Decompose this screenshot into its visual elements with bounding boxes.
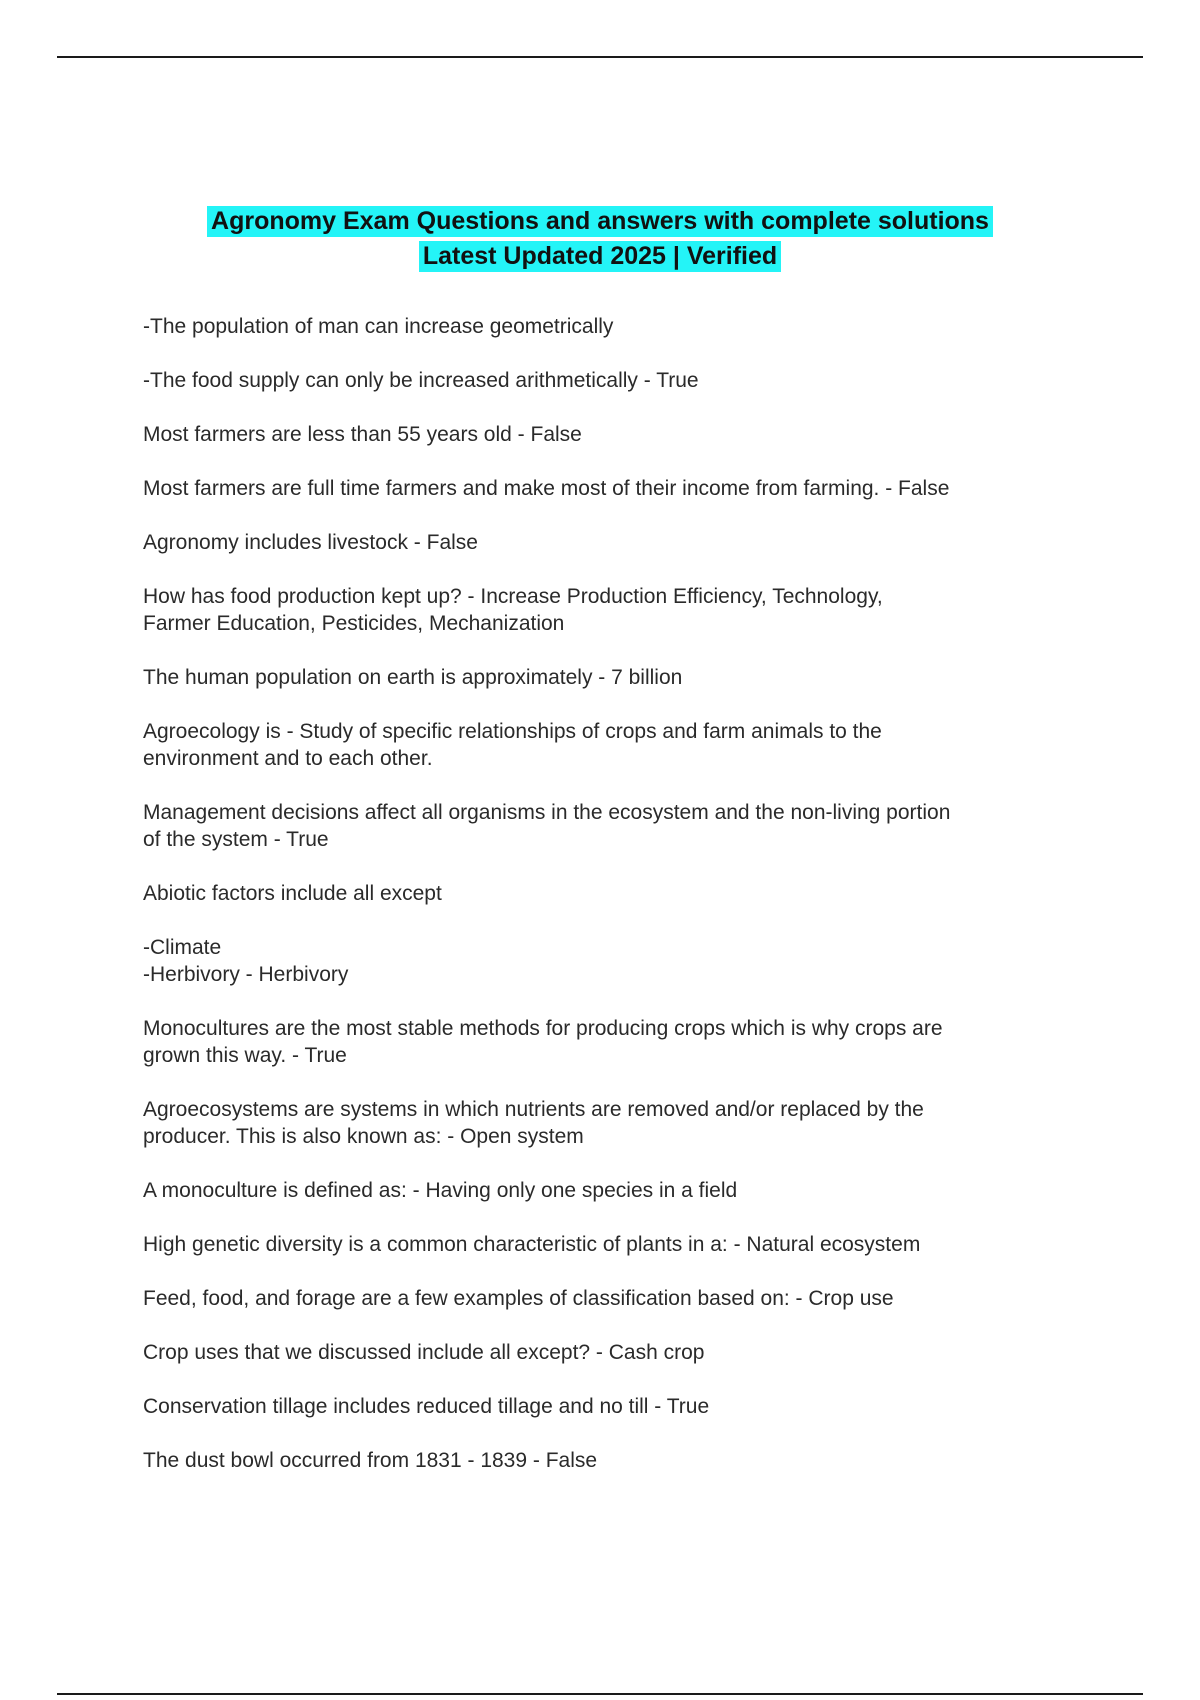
title-line-2: Latest Updated 2025 | Verified [419,241,781,272]
qa-item: How has food production kept up? - Increase Production Efficiency, Technology, Farmer Education, Pesticides, Mechanization [143,585,883,635]
qa-item: The dust bowl occurred from 1831 - 1839 - False [143,1449,598,1472]
qa-item: Feed, food, and forage are a few examples of classification based on: - Crop use [143,1287,894,1310]
qa-item: Monocultures are the most stable methods for producing crops which is why crops are grown this way. - True [143,1017,943,1067]
footer-rule [57,1693,1143,1695]
qa-item: Agronomy includes livestock - False [143,531,478,554]
qa-item: -The population of man can increase geometrically [143,315,614,338]
qa-item: -The food supply can only be increased arithmetically - True [143,369,699,392]
qa-item: Agroecology is - Study of specific relationships of crops and farm animals to the environment and to each other. [143,720,882,770]
header-rule [57,56,1143,58]
qa-item: Management decisions affect all organisms in the ecosystem and the non-living portion of the system - True [143,801,951,851]
qa-item: Abiotic factors include all except [143,882,442,905]
qa-list [143,313,1063,1501]
qa-item: Crop uses that we discussed include all except? - Cash crop [143,1341,705,1364]
qa-item: A monoculture is defined as: - Having only one species in a field [143,1179,738,1202]
qa-item: High genetic diversity is a common characteristic of plants in a: - Natural ecosystem [143,1233,921,1256]
qa-item: The human population on earth is approximately - 7 billion [143,666,683,689]
qa-item: Most farmers are less than 55 years old - False [143,423,582,446]
qa-item: Most farmers are full time farmers and make most of their income from farming. - False [143,477,950,500]
document-title [0,206,1200,276]
qa-item: Conservation tillage includes reduced tillage and no till - True [143,1395,710,1418]
qa-item: Agroecosystems are systems in which nutrients are removed and/or replaced by the producer. This is also known as: - Open system [143,1098,924,1148]
qa-item: -Climate -Herbivory - Herbivory [143,936,349,986]
title-line-1: Agronomy Exam Questions and answers with complete solutions [207,206,993,237]
